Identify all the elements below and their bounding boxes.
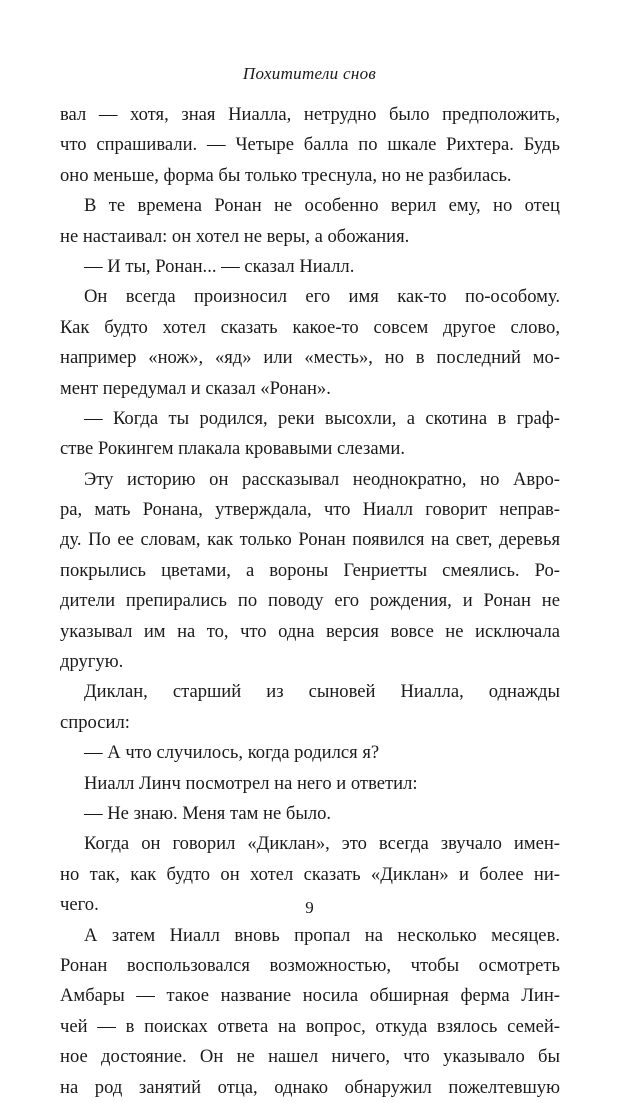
text-line: Эту историю он рассказывал неоднократно, но Авро- <box>84 468 560 490</box>
text-line: например «нож», «яд» или «месть», но в последний мо- <box>60 347 560 369</box>
text-line: не настаивал: он хотел не веры, а обожания. <box>60 225 410 247</box>
text-line: оно меньше, форма бы только треснула, но не разбилась. <box>60 164 512 186</box>
text-line: на род занятий отца, однако обнаружил пожелтевшую <box>60 1076 560 1098</box>
text-line: Когда он говорил «Диклан», это всегда звучало имен- <box>84 833 560 855</box>
text-line: ра, мать Ронана, утверждала, что Ниалл говорит неправ- <box>60 499 560 521</box>
text-line: мент передумал и сказал «Ронан». <box>60 377 331 399</box>
page-number: 9 <box>305 898 314 917</box>
text-line: вал — хотя, зная Ниалла, нетрудно было предположить, <box>60 104 560 125</box>
text-line: другую. <box>60 651 124 673</box>
text-line: Он всегда произносил его имя как-то по-особому. <box>84 286 560 308</box>
running-head: Похитители снов <box>242 64 377 83</box>
text-line: Ниалл Линч посмотрел на него и ответил: <box>84 772 418 794</box>
text-line: А затем Ниалл вновь пропал на несколько месяцев. <box>84 924 560 946</box>
text-line: ду. По ее словам, как только Ронан появился на свет, деревья <box>60 529 560 551</box>
text-line: чего. <box>60 894 99 916</box>
text-line: Диклан, старший из сыновей Ниалла, однажды <box>84 681 560 703</box>
text-line: стве Рокингем плакала кровавыми слезами. <box>60 438 405 460</box>
text-line: — И ты, Ронан... — сказал Ниалл. <box>84 255 355 277</box>
text-line: В те времена Ронан не особенно верил ему, но отец <box>84 195 560 217</box>
text-line: Амбары — такое название носила обширная ферма Лин- <box>60 985 560 1007</box>
text-line: Ронан воспользовался возможностью, чтобы осмотреть <box>60 954 560 976</box>
text-line: но так, как будто он хотел сказать «Диклан» и более ни- <box>60 863 560 885</box>
text-line: дители препирались по поводу его рождения, и Ронан не <box>60 590 560 612</box>
text-line: спросил: <box>60 711 130 733</box>
text-line: — А что случилось, когда родился я? <box>84 742 380 764</box>
text-line: покрылись цветами, а вороны Генриетты смеялись. Ро- <box>60 559 560 581</box>
text-line: Как будто хотел сказать какое-то совсем другое слово, <box>60 316 560 338</box>
text-line: ное достояние. Он не нашел ничего, что указывало бы <box>60 1046 560 1068</box>
body-text <box>60 100 560 1103</box>
text-line: что спрашивали. — Четыре балла по шкале Рихтера. Будь <box>60 134 560 156</box>
text-line: — Когда ты родился, реки высохли, а скотина в граф- <box>84 407 560 429</box>
text-line: — Не знаю. Меня там не было. <box>84 802 332 824</box>
text-line: указывал им на то, что одна версия вовсе не исключала <box>60 620 560 642</box>
text-line: чей — в поисках ответа на вопрос, откуда взялось семей- <box>60 1015 560 1037</box>
